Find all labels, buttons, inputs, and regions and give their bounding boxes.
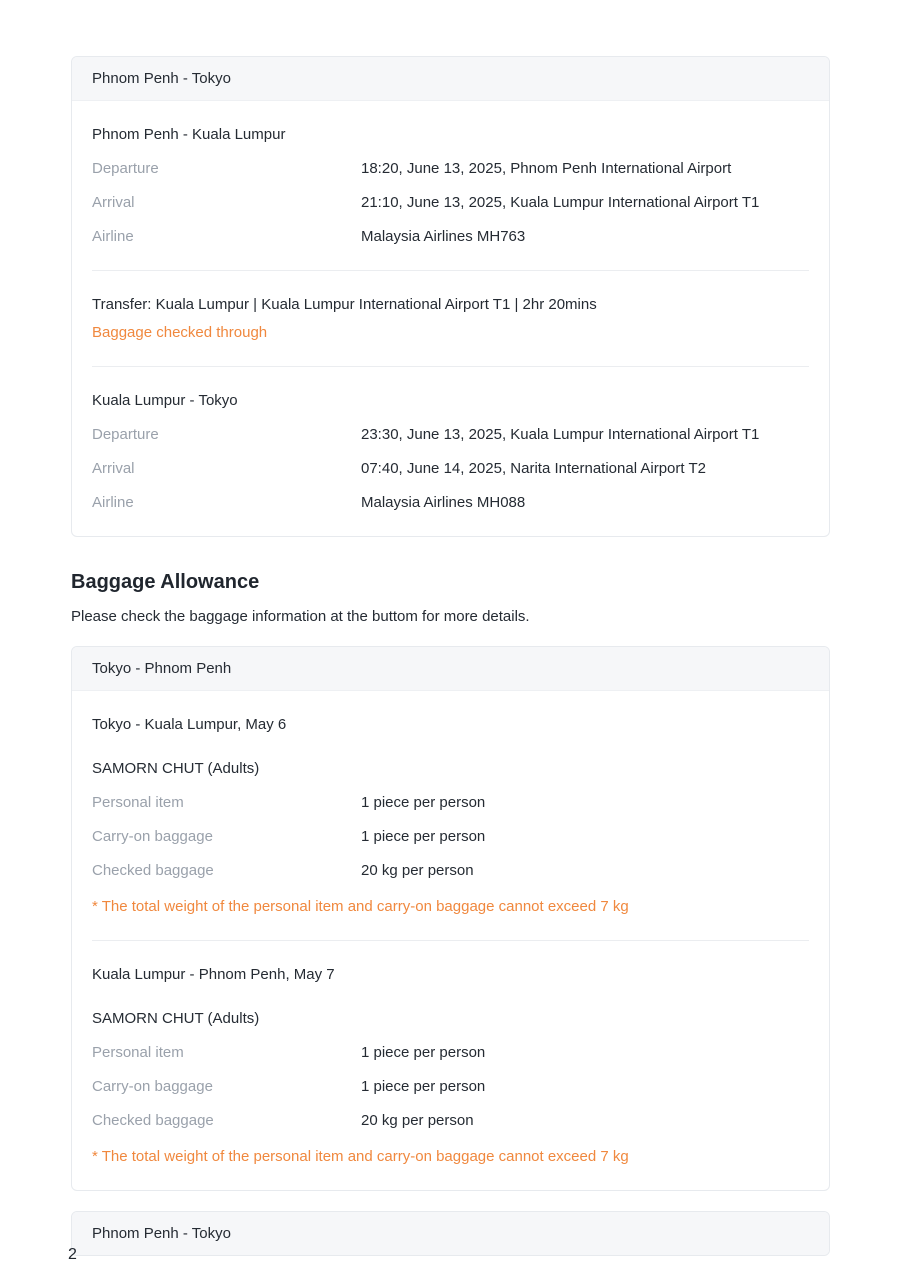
baggage-checked-through-note: Baggage checked through <box>92 324 268 341</box>
row-value: 1 piece per person <box>361 794 486 811</box>
segment-title: Phnom Penh - Kuala Lumpur <box>92 126 286 143</box>
next-baggage-card <box>71 1211 830 1256</box>
info-row <box>92 459 809 478</box>
baggage-segment-title: Tokyo - Kuala Lumpur, May 6 <box>92 716 287 733</box>
row-label: Departure <box>92 160 159 177</box>
baggage-weight-note: * The total weight of the personal item and carry-on baggage cannot exceed 7 kg <box>92 1148 629 1165</box>
row-label: Airline <box>92 494 134 511</box>
info-row <box>92 493 809 512</box>
next-baggage-card-header <box>72 1212 829 1255</box>
itinerary-card-body <box>72 101 829 536</box>
baggage-card-header <box>72 647 829 691</box>
row-value: Malaysia Airlines MH088 <box>361 494 526 511</box>
info-row <box>92 193 809 212</box>
info-row <box>92 1043 809 1062</box>
row-label: Carry-on baggage <box>92 828 213 845</box>
baggage-allowance-heading: Baggage Allowance <box>71 571 260 593</box>
info-row <box>92 861 809 880</box>
row-label: Checked baggage <box>92 862 214 879</box>
row-value: 21:10, June 13, 2025, Kuala Lumpur International Airport T1 <box>361 194 760 211</box>
baggage-card <box>71 646 830 1191</box>
row-value: 20 kg per person <box>361 1112 474 1129</box>
row-value: 20 kg per person <box>361 862 474 879</box>
row-value: 1 piece per person <box>361 1078 486 1095</box>
itinerary-card-title: Phnom Penh - Tokyo <box>92 70 231 87</box>
row-value: 23:30, June 13, 2025, Kuala Lumpur International Airport T1 <box>361 426 760 443</box>
itinerary-card-header <box>72 57 829 101</box>
row-label: Carry-on baggage <box>92 1078 213 1095</box>
baggage-segment-title: Kuala Lumpur - Phnom Penh, May 7 <box>92 966 335 983</box>
next-baggage-card-title: Phnom Penh - Tokyo <box>92 1225 231 1242</box>
info-row <box>92 1077 809 1096</box>
baggage-weight-note: * The total weight of the personal item and carry-on baggage cannot exceed 7 kg <box>92 898 629 915</box>
baggage-segment <box>92 715 809 916</box>
row-label: Checked baggage <box>92 1112 214 1129</box>
info-row <box>92 425 809 444</box>
baggage-allowance-subtitle: Please check the baggage information at the buttom for more details. <box>71 608 530 625</box>
divider <box>92 270 809 271</box>
info-row <box>92 793 809 812</box>
row-value: 1 piece per person <box>361 1044 486 1061</box>
info-row <box>92 159 809 178</box>
baggage-card-body <box>72 691 829 1190</box>
row-label: Arrival <box>92 194 135 211</box>
row-value: 1 piece per person <box>361 828 486 845</box>
row-label: Airline <box>92 228 134 245</box>
itinerary-card <box>71 56 830 537</box>
passenger-name: SAMORN CHUT (Adults) <box>92 1010 260 1027</box>
info-row <box>92 1111 809 1130</box>
transfer-text: Transfer: Kuala Lumpur | Kuala Lumpur International Airport T1 | 2hr 20mins <box>92 296 597 313</box>
passenger-name: SAMORN CHUT (Adults) <box>92 760 260 777</box>
transfer-info <box>92 295 809 342</box>
row-value: 18:20, June 13, 2025, Phnom Penh International Airport <box>361 160 732 177</box>
baggage-card-title: Tokyo - Phnom Penh <box>92 660 232 677</box>
info-row <box>92 227 809 246</box>
baggage-segment <box>92 965 809 1166</box>
row-label: Departure <box>92 426 159 443</box>
page-number: 2 <box>68 1246 77 1263</box>
row-value: Malaysia Airlines MH763 <box>361 228 526 245</box>
divider <box>92 940 809 941</box>
row-label: Personal item <box>92 1044 184 1061</box>
row-label: Personal item <box>92 794 184 811</box>
info-row <box>92 827 809 846</box>
row-value: 07:40, June 14, 2025, Narita International Airport T2 <box>361 460 706 477</box>
flight-segment <box>92 391 809 512</box>
divider <box>92 366 809 367</box>
row-label: Arrival <box>92 460 135 477</box>
segment-title: Kuala Lumpur - Tokyo <box>92 392 238 409</box>
flight-segment <box>92 125 809 246</box>
